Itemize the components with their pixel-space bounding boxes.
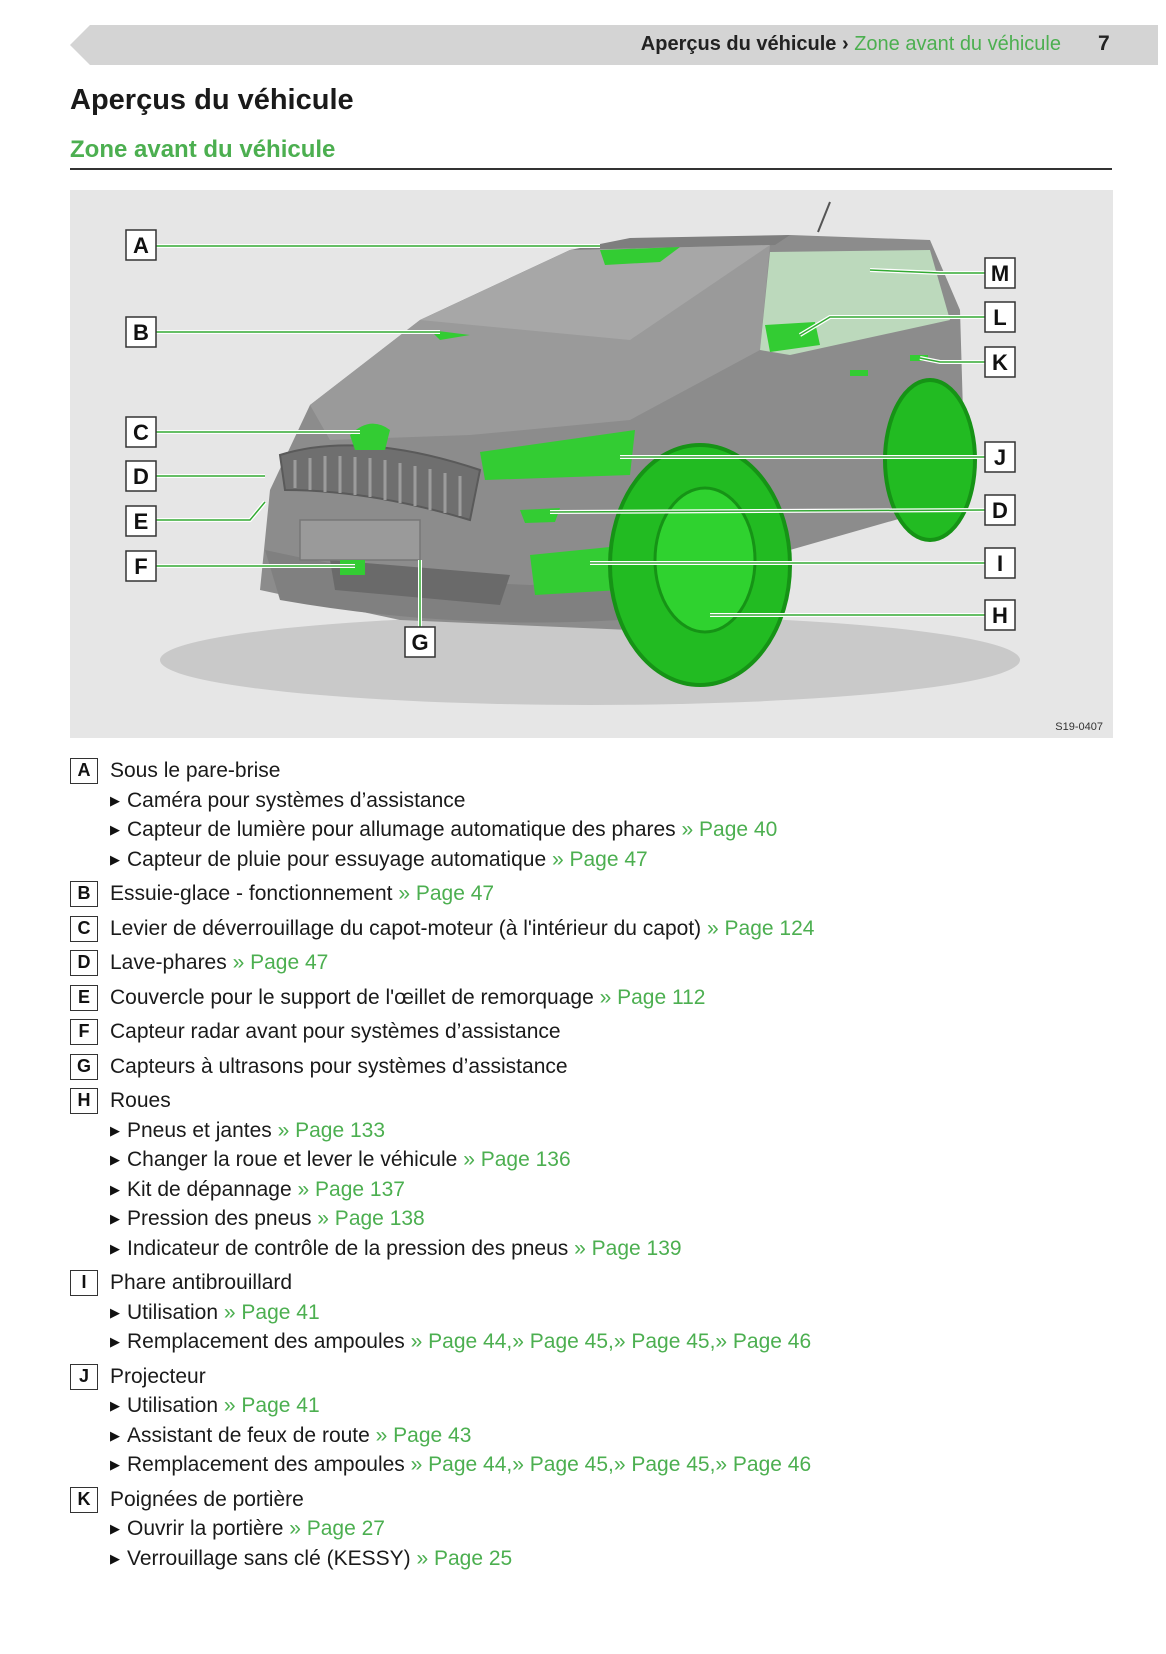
page-reference-link[interactable]: » Page 137: [297, 1177, 405, 1201]
legend-letter-box: B: [70, 881, 98, 907]
page-reference-link[interactable]: » Page 138: [317, 1207, 425, 1230]
legend-entry-label: Couvercle pour le support de l'œillet de remorquage: [110, 985, 594, 1009]
legend-sub-item: [110, 1327, 1130, 1357]
legend-entry-label: Projecteur: [110, 1364, 206, 1388]
legend-sub-item-label: Kit de dépannage: [127, 1177, 292, 1201]
legend-entry-label: Roues: [110, 1089, 171, 1112]
license-plate: [300, 520, 420, 560]
page-number: 7: [1098, 32, 1110, 55]
legend-letter-box: F: [70, 1019, 98, 1045]
legend-entry-g: [70, 1052, 1130, 1082]
page-reference-link[interactable]: » Page 47: [398, 882, 495, 905]
callout-l: [985, 302, 1015, 332]
page-reference-link[interactable]: » Page 43: [375, 1423, 472, 1447]
legend-entry-text: [110, 1017, 1130, 1047]
svg-text:H: H: [992, 603, 1008, 628]
legend-entry-f: [70, 1017, 1130, 1047]
legend-sub-item-label: Ouvrir la portière: [127, 1517, 284, 1540]
callout-j: [985, 442, 1015, 472]
legend-sub-item-label: Capteur de pluie pour essuyage automatique: [127, 847, 547, 871]
legend-sub-item: [110, 1450, 1130, 1480]
page-reference-link[interactable]: » Page 47: [551, 847, 648, 871]
legend-letter-box: H: [70, 1088, 98, 1114]
header-section: Aperçus du véhicule: [640, 33, 837, 55]
svg-text:E: E: [133, 509, 149, 534]
legend-sub-item-label: Utilisation: [127, 1300, 219, 1324]
legend-entry-text: [110, 983, 1130, 1013]
legend-letter-box: K: [70, 1487, 98, 1513]
legend-entry-text: [110, 1362, 1130, 1392]
legend-sub-item-label: Indicateur de contrôle de la pression des pneus: [127, 1236, 569, 1260]
page-reference-link[interactable]: » Page 133: [277, 1118, 386, 1142]
page-reference-link[interactable]: » Page 139: [574, 1236, 682, 1260]
legend-sub-item: [110, 1514, 1130, 1544]
legend-entry-c: [70, 914, 1130, 944]
header-subsection[interactable]: Zone avant du véhicule: [854, 33, 1061, 55]
svg-text:D: D: [992, 498, 1008, 523]
legend-sub-item-label: Pression des pneus: [127, 1207, 312, 1230]
legend-entry-text: [110, 1485, 1130, 1515]
legend-sub-item: [110, 786, 1130, 816]
legend-sub-item-label: Pneus et jantes: [127, 1118, 272, 1142]
svg-text:L: L: [993, 305, 1007, 330]
legend-sub-item: [110, 1544, 1130, 1574]
page-reference-link[interactable]: » Page 41: [223, 1300, 320, 1324]
legend-entry-label: Lave-phares: [110, 951, 227, 974]
svg-text:B: B: [133, 320, 149, 345]
legend-sub-item: [110, 815, 1130, 845]
callout-f: [126, 551, 156, 581]
legend-entry-i: [70, 1268, 1130, 1357]
legend-sub-item: [110, 845, 1130, 875]
page-reference-link[interactable]: » Page 41: [223, 1394, 320, 1417]
legend-entry-text: [110, 879, 1130, 909]
page-reference-link[interactable]: » Page 47: [232, 951, 329, 974]
callout-m: [985, 258, 1015, 288]
page-reference-link[interactable]: » Page 136: [463, 1148, 571, 1171]
legend-entry-j: [70, 1362, 1130, 1480]
svg-text:G: G: [411, 630, 429, 655]
legend-sub-item-label: Verrouillage sans clé (KESSY): [127, 1546, 411, 1570]
page-reference-link[interactable]: » Page 27: [289, 1517, 385, 1540]
legend-sub-item-label: Changer la roue et lever le véhicule: [127, 1148, 458, 1171]
svg-text:A: A: [133, 233, 149, 258]
legend-sub-item: [110, 1116, 1130, 1146]
legend-entry-label: Capteur radar avant pour systèmes d’assistance: [110, 1020, 561, 1043]
callout-c: [126, 417, 156, 447]
legend-sub-item-label: Remplacement des ampoules: [127, 1453, 405, 1476]
svg-text:F: F: [134, 554, 148, 579]
figure-code: S19-0407: [1055, 721, 1103, 733]
callout-d-right: [985, 495, 1015, 525]
callout-h: [985, 600, 1015, 630]
page-reference-link[interactable]: » Page 44,» Page 45,» Page 45,» Page 46: [410, 1330, 812, 1353]
legend-letter-box: I: [70, 1270, 98, 1296]
page-reference-link[interactable]: » Page 25: [416, 1546, 513, 1570]
legend-entry-text: [110, 948, 1130, 978]
callout-d-left: [126, 461, 156, 491]
svg-text:D: D: [133, 464, 149, 489]
section-title: Zone avant du véhicule: [70, 136, 336, 163]
legend-sub-item: [110, 1204, 1130, 1234]
legend-entry-text: [110, 1052, 1130, 1082]
legend-sub-item-label: Caméra pour systèmes d’assistance: [127, 788, 466, 812]
legend-sub-item-label: Assistant de feux de route: [127, 1423, 370, 1447]
legend-sub-item-label: Remplacement des ampoules: [127, 1330, 405, 1353]
legend-letter-box: C: [70, 916, 98, 942]
legend-sub-item-label: Capteur de lumière pour allumage automatique des phares: [127, 818, 676, 841]
svg-text:I: I: [996, 551, 1004, 576]
legend-sub-item: [110, 1175, 1130, 1205]
legend-letter-box: J: [70, 1364, 98, 1390]
legend-entry-k: [70, 1485, 1130, 1574]
handle-highlight-2: [850, 370, 868, 376]
legend-entry-text: [110, 756, 1130, 786]
svg-text:K: K: [992, 350, 1008, 375]
callout-i: [985, 548, 1015, 578]
legend-sub-item: [110, 1145, 1130, 1175]
page-reference-link[interactable]: » Page 112: [599, 985, 706, 1009]
legend-sub-item: [110, 1234, 1130, 1264]
page-reference-link[interactable]: » Page 44,» Page 45,» Page 45,» Page 46: [410, 1453, 812, 1476]
page-title: Aperçus du véhicule: [70, 84, 354, 116]
legend-letter-box: G: [70, 1054, 98, 1080]
legend-sub-item: [110, 1421, 1130, 1451]
legend-entry-d: [70, 948, 1130, 978]
legend-entry-label: Sous le pare-brise: [110, 759, 281, 782]
header-breadcrumb: [641, 33, 1061, 56]
callout-k: [985, 347, 1015, 377]
rear-wheel: [885, 380, 975, 540]
car-shadow: [160, 615, 1020, 705]
svg-text:J: J: [993, 445, 1007, 470]
legend-entry-a: [70, 756, 1130, 874]
svg-text:M: M: [990, 261, 1010, 286]
legend-entry-e: [70, 983, 1130, 1013]
legend-entry-h: [70, 1086, 1130, 1263]
page-reference-link[interactable]: » Page 40: [681, 818, 778, 841]
page-reference-link[interactable]: » Page 124: [707, 916, 815, 940]
legend-letter-box: D: [70, 950, 98, 976]
callout-a: [126, 230, 156, 260]
legend-entry-text: [110, 1086, 1130, 1116]
legend-sub-item: [110, 1298, 1130, 1328]
legend-entry-b: [70, 879, 1130, 909]
legend-entry-text: [110, 914, 1130, 944]
header-separator: ›: [836, 33, 855, 55]
legend-entry-label: Levier de déverrouillage du capot-moteur (à l'intérieur du capot): [110, 916, 702, 940]
legend-letter-box: A: [70, 758, 98, 784]
legend-entry-label: Capteurs à ultrasons pour systèmes d’assistance: [110, 1054, 568, 1078]
legend-sub-item-label: Utilisation: [127, 1394, 219, 1417]
callout-e: [126, 506, 156, 536]
legend-entry-label: Essuie-glace - fonctionnement: [110, 882, 393, 905]
legend-entry-text: [110, 1268, 1130, 1298]
vehicle-front-figure: [70, 190, 1113, 738]
svg-text:C: C: [133, 420, 149, 445]
callout-b: [126, 317, 156, 347]
legend-entry-label: Poignées de portière: [110, 1487, 304, 1511]
legend-list: [70, 756, 1130, 1578]
section-divider: [70, 168, 1112, 170]
legend-letter-box: E: [70, 985, 98, 1011]
legend-sub-item: [110, 1391, 1130, 1421]
callout-g: [405, 627, 435, 657]
legend-entry-label: Phare antibrouillard: [110, 1271, 293, 1294]
